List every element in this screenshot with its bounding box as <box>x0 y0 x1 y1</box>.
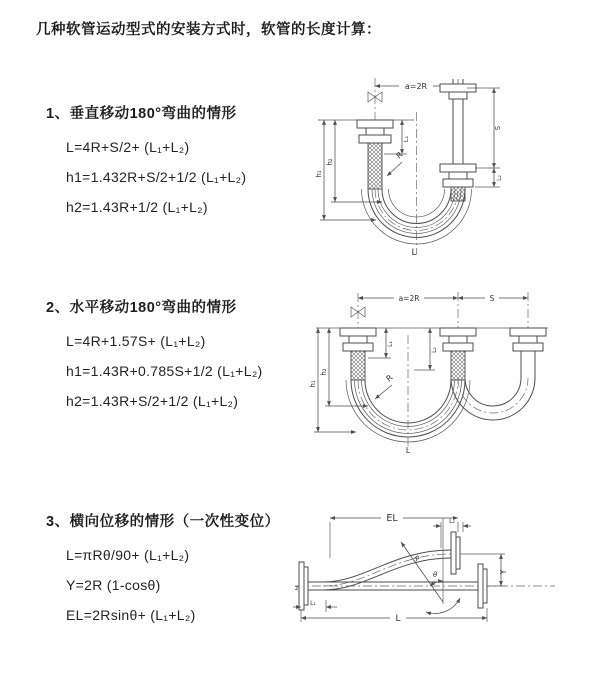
dim-label-l1: L₁ <box>387 341 394 347</box>
formula-line: L=πRθ/90+ (L₁+L₂) <box>66 547 190 563</box>
dim-label-l: L <box>395 614 401 624</box>
dim-label-y: Y <box>499 569 508 575</box>
formula-line: EL=2Rsinθ+ (L₁+L₂) <box>66 607 196 623</box>
middle-flange-assembly <box>440 328 476 380</box>
section-heading: 1、垂直移动180°弯曲的情形 <box>46 106 237 122</box>
dim-label-a2r: a=2R <box>404 82 428 91</box>
formula-line: Y=2R (1-cosθ) <box>66 577 161 593</box>
dim-label-s: S <box>489 294 495 303</box>
dim-label-h1: h₁ <box>309 380 317 388</box>
dim-label-a2r: a=2R <box>398 294 420 303</box>
braided-hose <box>451 351 465 380</box>
formula-line: L=4R+1.57S+ (L₁+L₂) <box>66 333 206 349</box>
dim-l2 <box>475 168 503 187</box>
diagram-horizontal-180-bend <box>308 280 593 456</box>
section-vertical-movement <box>46 102 246 222</box>
braided-hose <box>368 143 382 189</box>
dim-label-l-total: L <box>405 446 411 455</box>
dim-label-h1: h₁ <box>315 170 323 178</box>
dim-label-theta: θ <box>433 571 438 579</box>
dim-label-h2: h₂ <box>326 158 334 166</box>
page-title: 几种软管运动型式的安装方式时，软管的长度计算： <box>36 22 381 38</box>
section-heading: 2、水平移动180°弯曲的情形 <box>46 300 237 316</box>
dim-label-l1: L₁ <box>310 600 316 607</box>
centerline-z-mark: z <box>295 584 299 592</box>
formula-line: L=4R+S/2+ (L₁+L₂) <box>66 139 190 155</box>
dim-label-l1: L₁ <box>402 135 410 143</box>
upper-flange <box>451 532 460 574</box>
formula-line: h2=1.43R+S/2+1/2 (L₁+L₂) <box>66 393 239 409</box>
dim-label-r: R <box>394 150 405 161</box>
dim-label-l-total: L <box>411 248 417 258</box>
formula-line: h1=1.43R+0.785S+1/2 (L₁+L₂) <box>66 363 263 379</box>
right-flange-assembly <box>440 79 476 201</box>
dim-label-r: R <box>411 553 422 564</box>
diagram-lateral-displacement <box>293 506 593 638</box>
diagram-vertical-180-bend <box>312 62 592 260</box>
dim-label-h2: h₂ <box>320 368 328 376</box>
section-heading: 3、横向位移的情形（一次性变位） <box>46 514 280 530</box>
section-lateral-displacement <box>46 510 280 630</box>
dim-label-el: EL <box>386 513 398 524</box>
braided-hose <box>351 351 365 380</box>
formula-line: h2=1.43R+1/2 (L₁+L₂) <box>66 199 208 215</box>
s-curve-hose <box>323 550 451 590</box>
dim-label-l2: L₂ <box>431 347 438 353</box>
dim-label-l2: L₂ <box>496 175 503 181</box>
dim-label-l2: L₂ <box>449 518 455 525</box>
right-flange <box>478 564 487 608</box>
u-bend-arcs-right <box>451 378 535 420</box>
dim-l2 <box>414 328 438 370</box>
formula-line: h1=1.432R+S/2+1/2 (L₁+L₂) <box>66 169 247 185</box>
radius-annotation <box>375 373 395 399</box>
dim-span <box>358 292 528 303</box>
left-flange-assembly <box>357 120 393 189</box>
dim-s <box>467 88 502 168</box>
section-horizontal-movement <box>46 296 263 416</box>
dim-label-r: R <box>384 373 395 384</box>
dim-l-total <box>301 608 487 624</box>
right-flange-assembly <box>510 328 546 378</box>
dim-label-s: S <box>494 125 502 131</box>
left-flange-assembly <box>340 328 376 380</box>
